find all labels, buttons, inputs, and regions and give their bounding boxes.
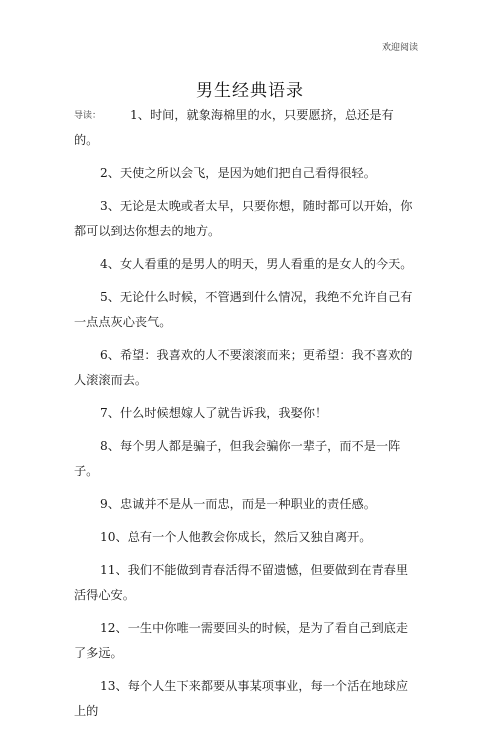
quote-item: 5、无论什么时候，不管遇到什么情况，我绝不允许自己有一点点灰心丧气。 — [74, 290, 413, 329]
quote-item: 1、时间，就象海棉里的水，只要愿挤，总还是有的。 — [74, 108, 394, 147]
quote-item: 13、每个人生下来都要从事某项事业，每一个活在地球应上的 — [74, 679, 409, 718]
quote-item: 8、每个男人都是骗子，但我会骗你一辈子，而不是一阵子。 — [74, 439, 401, 478]
quote-item: 3、无论是太晚或者太早，只要你想，随时都可以开始，你都可以到达你想去的地方。 — [74, 199, 413, 238]
quote-item: 9、忠诚并不是从一而忠，而是一种职业的责任感。 — [100, 497, 376, 511]
quote-item: 12、一生中你唯一需要回头的时候，是为了看自己到底走了多远。 — [74, 621, 409, 660]
quote-item: 4、女人看重的是男人的明天，男人看重的是女人的今天。 — [100, 257, 413, 271]
quote-item: 11、我们不能做到青春活得不留遗憾，但要做到在青春里活得心安。 — [74, 563, 409, 602]
document-title: 男生经典语录 — [196, 81, 304, 101]
header-note: 欢迎阅读 — [381, 43, 418, 53]
quote-item: 10、总有一个人他教会你成长，然后又独自离开。 — [100, 530, 372, 544]
intro-label: 导读： — [74, 111, 102, 121]
quote-item: 7、什么时候想嫁人了就告诉我，我娶你！ — [100, 406, 328, 420]
quote-list — [74, 103, 414, 732]
quote-item: 6、希望：我喜欢的人不要滚滚而来；更希望：我不喜欢的人滚滚而去。 — [74, 348, 413, 387]
quote-item: 2、天使之所以会飞，是因为她们把自己看得很轻。 — [100, 166, 376, 180]
